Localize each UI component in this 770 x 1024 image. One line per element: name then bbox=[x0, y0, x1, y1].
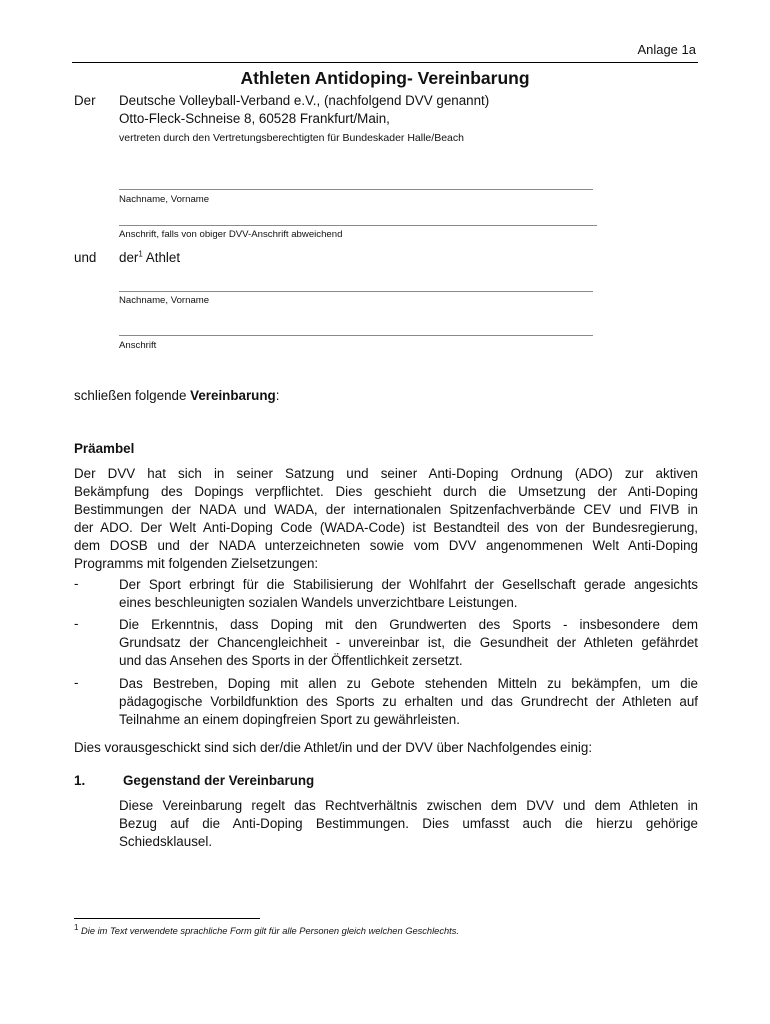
preamble-closing: Dies vorausgeschickt sind sich der/die Athlet/in und der DVV über Nachfolgendes einig: bbox=[74, 740, 593, 755]
bullet-item bbox=[119, 675, 698, 729]
signature-line-athlete-address bbox=[119, 335, 593, 336]
footnote-mark: 1 bbox=[74, 922, 79, 932]
bullet-line: Teilnahme an einem dopingfreien Sport zu gewährleisten. bbox=[119, 712, 460, 727]
agreement-intro bbox=[74, 388, 279, 403]
bullet-line: Die Erkenntnis, dass Doping mit den Grundwerten des Sports - insbesondere dem bbox=[119, 617, 698, 632]
und-label: und bbox=[74, 250, 97, 265]
der-label: Der bbox=[74, 93, 96, 108]
signature-line-rep-name bbox=[119, 189, 593, 190]
representation-note: vertreten durch den Vertretungsberechtigten für Bundeskader Halle/Beach bbox=[119, 132, 464, 144]
section-body bbox=[119, 797, 698, 851]
athlete-prefix: der bbox=[119, 250, 139, 265]
preamble-line: Programms mit folgenden Zielsetzungen: bbox=[74, 556, 319, 571]
preamble-line: Bestimmungen der NADA und WADA, der internationalen Spitzenfachverbände CEV und FIVB in bbox=[74, 502, 698, 517]
bullet-line: Grundsatz der Chancengleichheit - unvereinbar ist, die Gesundheit der Athleten gefährdet bbox=[119, 635, 698, 650]
organization-address: Otto-Fleck-Schneise 8, 60528 Frankfurt/Main, bbox=[119, 111, 390, 126]
header-rule bbox=[72, 62, 698, 63]
athlete-word: Athlet bbox=[145, 250, 181, 265]
bullet-dash: - bbox=[74, 616, 79, 631]
bullet-line: Das Bestreben, Doping mit allen zu Gebote stehenden Mitteln zu bekämpfen, um die bbox=[119, 676, 698, 691]
rep-name-label: Nachname, Vorname bbox=[119, 194, 210, 205]
section-line: Schiedsklausel. bbox=[119, 834, 213, 849]
preamble-line: der ADO. Der Welt Anti-Doping Code (WADA-Code) ist Bestandteil des von der Bundesregierung, bbox=[74, 520, 698, 535]
athlete-address-label: Anschrift bbox=[119, 340, 157, 351]
bullet-line: eines beschleunigten sozialen Wandels unverzichtbare Leistungen. bbox=[119, 595, 518, 610]
preamble-body bbox=[74, 465, 698, 573]
bullet-dash: - bbox=[74, 675, 79, 690]
footnote-reference: 1 bbox=[138, 249, 143, 259]
athlete-name-label: Nachname, Vorname bbox=[119, 295, 210, 306]
agreement-intro-text: schließen folgende bbox=[74, 388, 191, 403]
footnote-separator bbox=[74, 918, 260, 919]
section-number: 1. bbox=[74, 773, 86, 788]
footnote-text: Die im Text verwendete sprachliche Form gilt für alle Personen gleich welchen Geschlechts. bbox=[81, 926, 459, 936]
athlete-party-label bbox=[119, 250, 180, 265]
agreement-intro-colon: : bbox=[275, 388, 280, 403]
agreement-intro-bold: Vereinbarung bbox=[190, 388, 276, 403]
bullet-line: pädagogische Vorbildfunktion des Sports zu erhalten und das Grundrecht der Athleten auf bbox=[119, 694, 698, 709]
bullet-dash: - bbox=[74, 576, 79, 591]
rep-address-label: Anschrift, falls von obiger DVV-Anschrift abweichend bbox=[119, 229, 343, 240]
bullet-line: und das Ansehen des Sports in der Öffentlichkeit zersetzt. bbox=[119, 653, 463, 668]
section-heading: Gegenstand der Vereinbarung bbox=[123, 773, 315, 788]
section-line: Diese Vereinbarung regelt das Rechtverhältnis zwischen dem DVV und dem Athleten in bbox=[119, 798, 698, 813]
bullet-item bbox=[119, 576, 698, 612]
section-line: Bezug auf die Anti-Doping Bestimmungen. Dies umfasst auch die hierzu gehörige bbox=[119, 816, 698, 831]
signature-line-rep-address bbox=[119, 225, 597, 226]
footnote bbox=[74, 922, 459, 936]
preamble-line: Der DVV hat sich in seiner Satzung und seiner Anti-Doping Ordnung (ADO) zur aktiven bbox=[74, 466, 698, 481]
preamble-line: dem DOSB und der NADA unterzeichneten sowie vom DVV angenommenen Welt Anti-Doping bbox=[74, 538, 698, 553]
annex-label: Anlage 1a bbox=[637, 42, 696, 57]
bullet-item bbox=[119, 616, 698, 670]
preamble-line: Bekämpfung des Dopings verpflichtet. Dies geschieht durch die Umsetzung der Anti-Doping bbox=[74, 484, 698, 499]
preamble-heading: Präambel bbox=[74, 441, 135, 456]
signature-line-athlete-name bbox=[119, 291, 593, 292]
organization-name: Deutsche Volleyball-Verband e.V., (nachfolgend DVV genannt) bbox=[119, 93, 490, 108]
bullet-line: Der Sport erbringt für die Stabilisierung der Wohlfahrt der Gesellschaft gerade angesichts bbox=[119, 577, 698, 592]
document-title: Athleten Antidoping- Vereinbarung bbox=[240, 68, 530, 88]
